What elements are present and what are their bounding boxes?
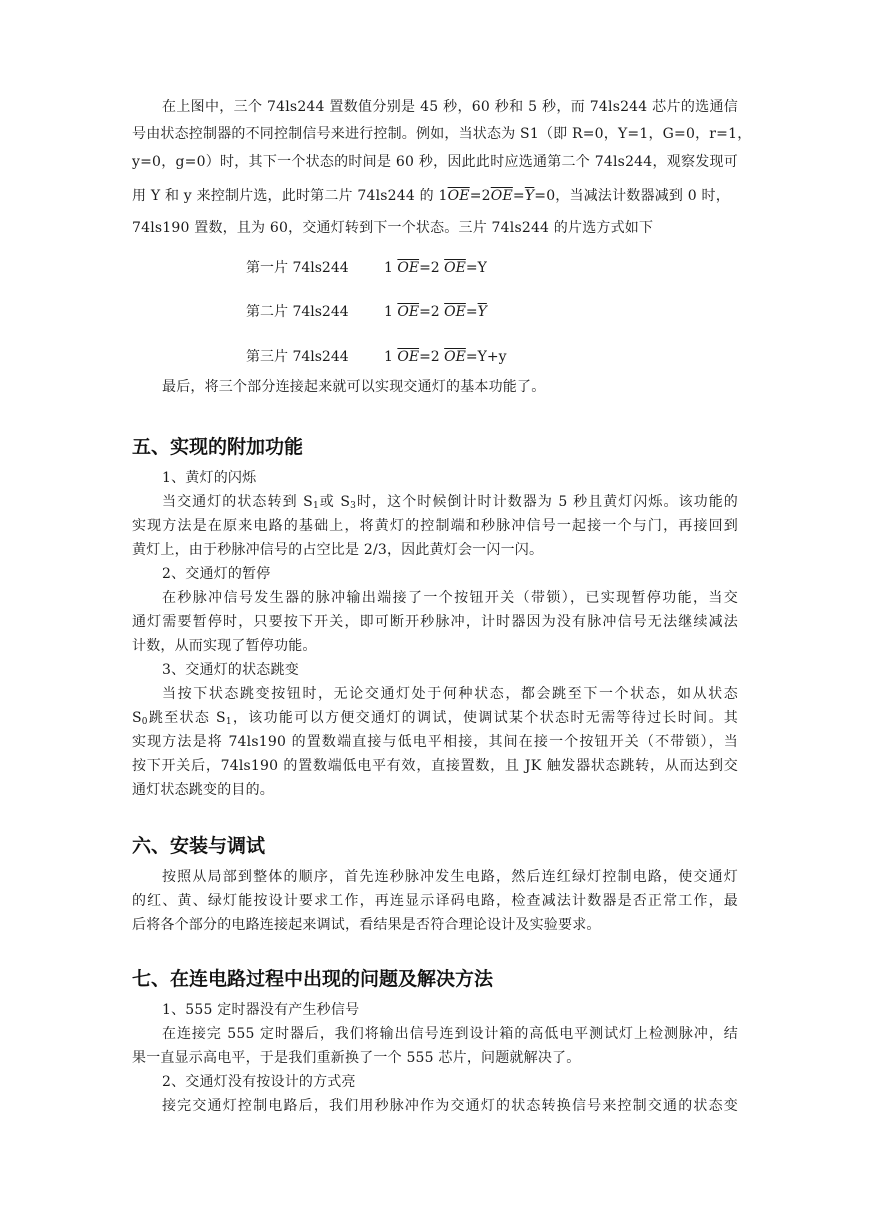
text: 用 Y 和 y 来控制片选，此时第二片 74ls244 的 1: [132, 188, 448, 204]
section-heading: 五、实现的附加功能: [132, 436, 304, 458]
text: =0，当减法计数器减到 0 时，: [534, 188, 730, 204]
text: S: [132, 710, 142, 726]
paragraph-line: 的红、黄、绿灯能按设计要求工作，再连显示译码电路，检查减法计数器是否正常工作，最: [132, 893, 738, 909]
text: =2: [469, 188, 491, 204]
subsection-title: 2、交通灯没有按设计的方式亮: [162, 1074, 356, 1090]
paragraph-line: 当按下状态跳变按钮时，无论交通灯处于何种状态，都会跳至下一个状态，如从状态: [162, 686, 738, 702]
paragraph-line: 实现方法是在原来电路的基础上，将黄灯的控制端和秒脉冲信号一起接一个与门，再接回到: [132, 518, 738, 534]
oe-signal: $\overline{OE}$: [397, 349, 420, 365]
text: =: [512, 188, 525, 204]
text: =2: [419, 260, 445, 276]
paragraph-line: 在上图中，三个 74ls244 置数值分别是 45 秒，60 秒和 5 秒，而 74ls244 芯片的选通信: [162, 99, 738, 115]
chip-name: 第二片 74ls244: [246, 304, 349, 320]
oe-signal: $\overline{OE}$: [447, 188, 470, 204]
paragraph-line: 后将各个部分的电路连接起来调试，看结果是否符合理论设计及实验要求。: [132, 917, 601, 933]
text: =: [465, 349, 478, 365]
select-value: Y: [477, 260, 487, 276]
subscript: 0: [141, 717, 148, 727]
paragraph-line: 通灯需要暂停时，只要按下开关，即可断开秒脉冲，计时器因为没有脉冲信号无法继续减法: [132, 614, 738, 630]
text: 当交通灯的状态转到 S: [162, 494, 313, 510]
paragraph-line: 实现方法是将 74ls190 的置数端直接与低电平相接，其间在接一个按钮开关（不带锁），当: [132, 734, 738, 750]
paragraph-line: 在连接完 555 定时器后，我们将输出信号连到设计箱的高低电平测试灯上检测脉冲，结: [162, 1026, 738, 1042]
subscript: 1: [312, 501, 319, 511]
chip-name: 第三片 74ls244: [246, 349, 349, 365]
section-heading: 七、在连电路过程中出现的问题及解决方法: [132, 968, 494, 990]
paragraph-line: 74ls190 置数，且为 60，交通灯转到下一个状态。三片 74ls244 的片选方式如下: [132, 220, 654, 236]
paragraph-line: 接完交通灯控制电路后，我们用秒脉冲作为交通灯的状态转换信号来控制交通的状态变: [162, 1098, 738, 1114]
text: =: [465, 260, 478, 276]
paragraph-line: y=0，g=0）时，其下一个状态的时间是 60 秒，因此此时应选通第二个 74ls244，观察发现可: [132, 154, 738, 170]
chip-name: 第一片 74ls244: [246, 260, 349, 276]
paragraph-line: 计数，从而实现了暂停功能。: [132, 638, 317, 654]
paragraph-line: 在秒脉冲信号发生器的脉冲输出端接了一个按钮开关（带锁），已实现暂停功能，当交: [162, 590, 738, 606]
chip-select-formula: [384, 302, 487, 322]
oe-signal: $\overline{OE}$: [397, 304, 420, 320]
text: =: [465, 304, 478, 320]
paragraph-line: [162, 492, 738, 512]
select-value: $\overline{Y}$: [477, 304, 487, 320]
paragraph-line: 黄灯上，由于秒脉冲信号的占空比是 2/3，因此黄灯会一闪一闪。: [132, 542, 544, 558]
oe-signal: $\overline{OE}$: [490, 188, 513, 204]
oe-signal: $\overline{OE}$: [444, 349, 466, 365]
text: 时，这个时候倒计时计数器为 5 秒且黄灯闪烁。该功能的: [356, 494, 738, 510]
paragraph-line: 通灯状态跳变的目的。: [132, 782, 274, 798]
text: 跳至状态 S: [147, 710, 226, 726]
chip-select-formula: [384, 347, 506, 367]
oe-signal: $\overline{OE}$: [444, 304, 466, 320]
chip-select-formula: [384, 258, 487, 278]
text: 1: [384, 304, 398, 320]
text: =2: [419, 349, 445, 365]
text: 1: [384, 349, 398, 365]
section-heading: 六、安装与调试: [132, 835, 266, 857]
y-bar-signal: $\overline{Y}$: [524, 188, 535, 204]
subscript: 3: [350, 501, 357, 511]
paragraph-line-formula: [132, 186, 738, 206]
text: 或 S: [318, 494, 351, 510]
subscript: 1: [225, 717, 232, 727]
subsection-title: 1、黄灯的闪烁: [162, 470, 257, 486]
text: ，该功能可以方便交通灯的调试，使调试某个状态时无需等待过长时间。其: [231, 710, 738, 726]
text: =2: [419, 304, 445, 320]
oe-signal: $\overline{OE}$: [397, 260, 420, 276]
paragraph-line: 最后，将三个部分连接起来就可以实现交通灯的基本功能了。: [162, 379, 546, 395]
paragraph-line: 按下开关后，74ls190 的置数端低电平有效，直接置数，且 JK 触发器状态跳转，从而达到交: [132, 758, 738, 774]
text: 1: [384, 260, 398, 276]
paragraph-line: [132, 708, 738, 728]
subsection-title: 1、555 定时器没有产生秒信号: [162, 1002, 360, 1018]
subsection-title: 2、交通灯的暂停: [162, 566, 271, 582]
subsection-title: 3、交通灯的状态跳变: [162, 662, 299, 678]
paragraph-line: 按照从局部到整体的顺序，首先连秒脉冲发生电路，然后连红绿灯控制电路，使交通灯: [162, 869, 738, 885]
select-value: Y+y: [477, 349, 507, 365]
oe-signal: $\overline{OE}$: [444, 260, 466, 276]
paragraph-line: 果一直显示高电平，于是我们重新换了一个 555 芯片，问题就解决了。: [132, 1050, 581, 1066]
paragraph-line: 号由状态控制器的不同控制信号来进行控制。例如，当状态为 S1（即 R=0，Y=1，G=0，r=1，: [132, 126, 752, 142]
